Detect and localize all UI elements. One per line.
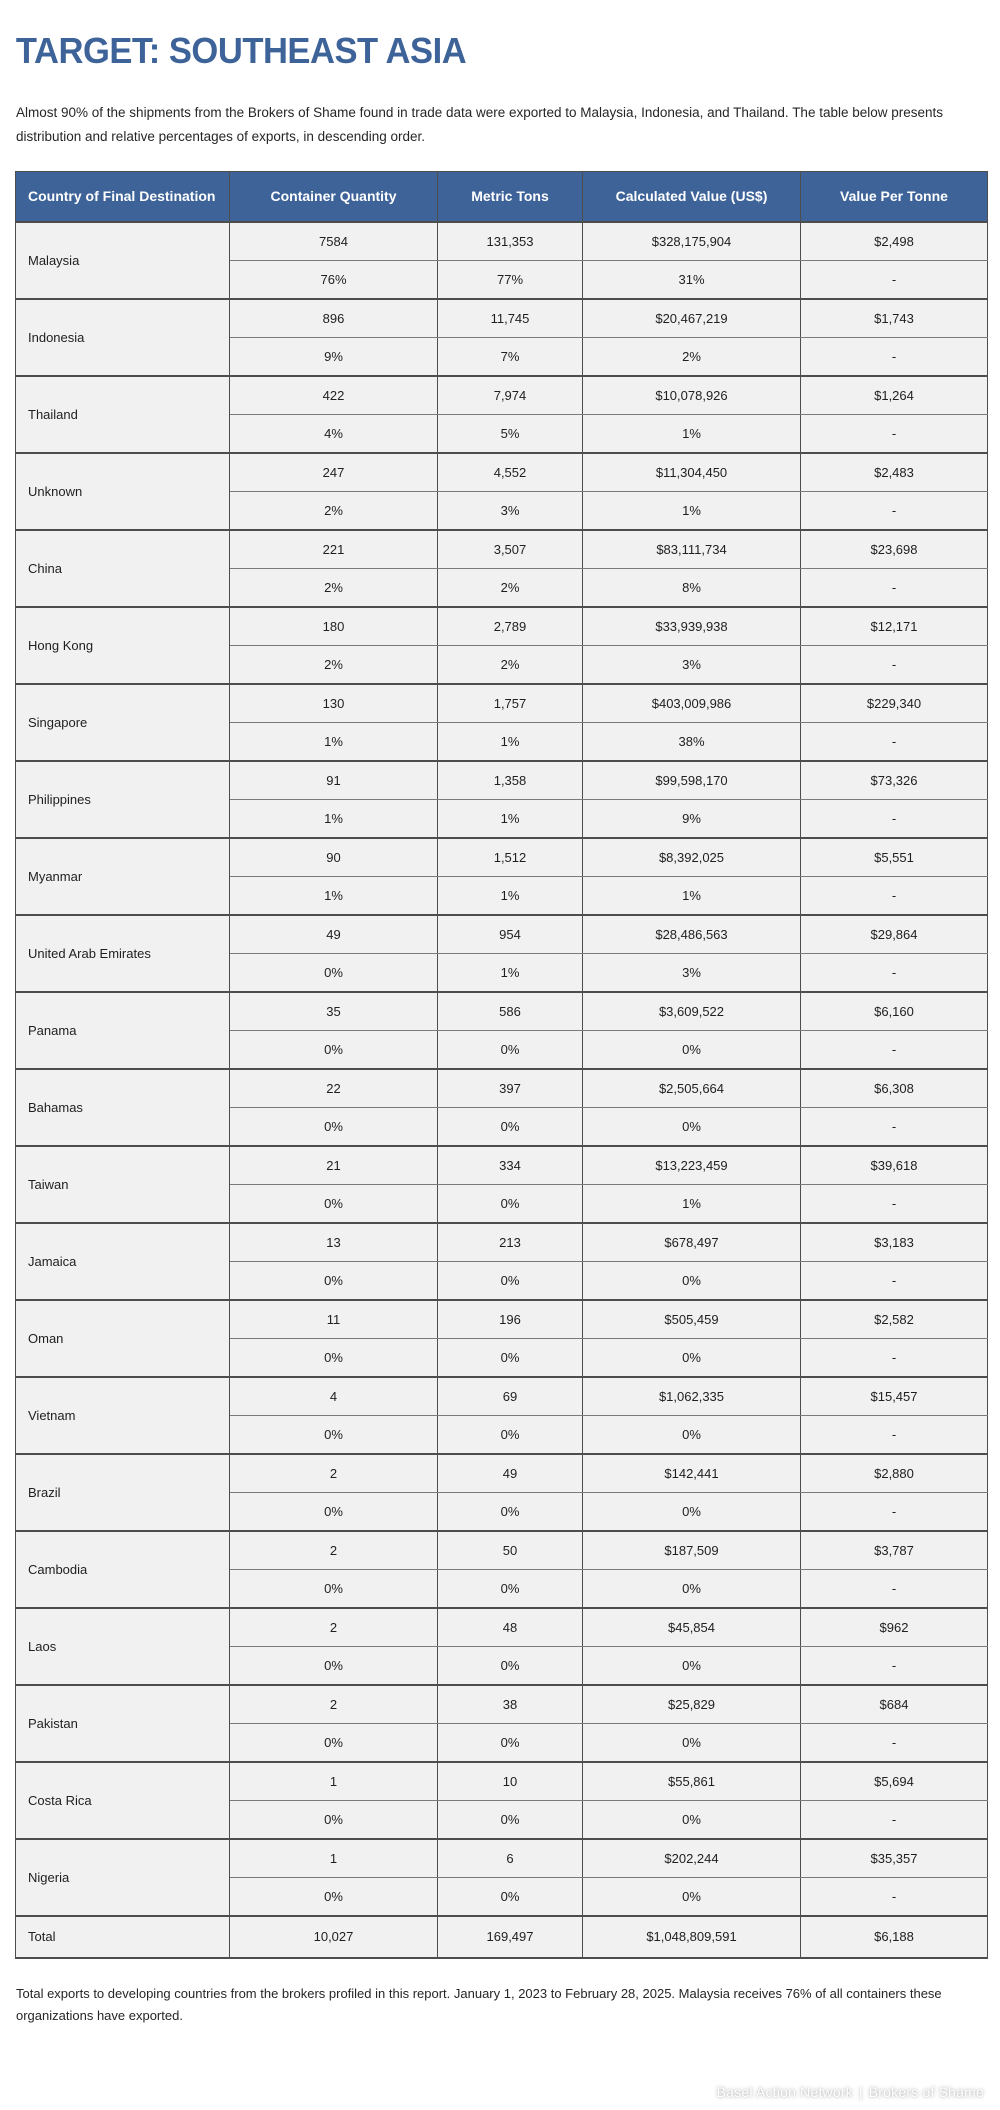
footnote: Total exports to developing countries from the brokers profiled in this report. January 1, 2023 to February 28, 2025. Malaysia receives 76% of all containers these organizations have exported. bbox=[16, 1985, 942, 2024]
table-row bbox=[16, 1146, 988, 1185]
cell-percent-container-quantity: 0% bbox=[230, 1107, 438, 1146]
cell-percent-value-per-tonne: - bbox=[801, 722, 988, 761]
cell-country: Costa Rica bbox=[16, 1762, 230, 1839]
table-row bbox=[16, 684, 988, 723]
cell-country: Laos bbox=[16, 1608, 230, 1685]
cell-percent-calculated-value: 31% bbox=[583, 260, 801, 299]
cell-percent-container-quantity: 4% bbox=[230, 414, 438, 453]
cell-total-container-quantity: 10,027 bbox=[230, 1916, 438, 1958]
cell-percent-calculated-value: 38% bbox=[583, 722, 801, 761]
cell-calculated-value: $3,609,522 bbox=[583, 992, 801, 1031]
cell-container-quantity: 896 bbox=[230, 299, 438, 338]
cell-percent-container-quantity: 0% bbox=[230, 1800, 438, 1839]
table-row bbox=[16, 222, 988, 261]
cell-percent-calculated-value: 0% bbox=[583, 1800, 801, 1839]
table-row bbox=[16, 299, 988, 338]
table-row bbox=[16, 1531, 988, 1570]
cell-total-metric-tons: 169,497 bbox=[438, 1916, 583, 1958]
cell-percent-container-quantity: 0% bbox=[230, 953, 438, 992]
cell-metric-tons: 131,353 bbox=[438, 222, 583, 261]
table-row bbox=[16, 453, 988, 492]
cell-percent-metric-tons: 0% bbox=[438, 1569, 583, 1608]
cell-calculated-value: $505,459 bbox=[583, 1300, 801, 1339]
cell-percent-container-quantity: 0% bbox=[230, 1030, 438, 1069]
cell-calculated-value: $45,854 bbox=[583, 1608, 801, 1647]
watermark bbox=[717, 2084, 984, 2100]
cell-percent-calculated-value: 0% bbox=[583, 1877, 801, 1916]
intro-paragraph: Almost 90% of the shipments from the Brokers of Shame found in trade data were exported to Malaysia, Indonesia, and Thailand. The table below presents distribution and relative percentages of exports, in descending order. bbox=[16, 105, 944, 145]
cell-percent-container-quantity: 0% bbox=[230, 1261, 438, 1300]
cell-calculated-value: $33,939,938 bbox=[583, 607, 801, 646]
column-header-country: Country of Final Destination bbox=[16, 171, 230, 222]
cell-country: Panama bbox=[16, 992, 230, 1069]
cell-metric-tons: 196 bbox=[438, 1300, 583, 1339]
cell-calculated-value: $99,598,170 bbox=[583, 761, 801, 800]
cell-container-quantity: 13 bbox=[230, 1223, 438, 1262]
table-row bbox=[16, 376, 988, 415]
cell-percent-value-per-tonne: - bbox=[801, 1338, 988, 1377]
cell-metric-tons: 954 bbox=[438, 915, 583, 954]
cell-percent-value-per-tonne: - bbox=[801, 799, 988, 838]
cell-value-per-tonne: $23,698 bbox=[801, 530, 988, 569]
cell-percent-container-quantity: 2% bbox=[230, 645, 438, 684]
cell-percent-container-quantity: 76% bbox=[230, 260, 438, 299]
cell-percent-calculated-value: 0% bbox=[583, 1723, 801, 1762]
cell-value-per-tonne: $15,457 bbox=[801, 1377, 988, 1416]
cell-container-quantity: 35 bbox=[230, 992, 438, 1031]
cell-value-per-tonne: $6,308 bbox=[801, 1069, 988, 1108]
column-header-container-quantity: Container Quantity bbox=[230, 171, 438, 222]
cell-percent-container-quantity: 0% bbox=[230, 1415, 438, 1454]
cell-percent-calculated-value: 0% bbox=[583, 1261, 801, 1300]
column-header-calculated-value: Calculated Value (US$) bbox=[583, 171, 801, 222]
cell-percent-value-per-tonne: - bbox=[801, 1723, 988, 1762]
cell-calculated-value: $13,223,459 bbox=[583, 1146, 801, 1185]
cell-percent-value-per-tonne: - bbox=[801, 1646, 988, 1685]
table-row bbox=[16, 607, 988, 646]
cell-country: Thailand bbox=[16, 376, 230, 453]
page-title: TARGET: SOUTHEAST ASIA bbox=[15, 30, 467, 71]
cell-metric-tons: 49 bbox=[438, 1454, 583, 1493]
exports-table bbox=[15, 171, 988, 1959]
cell-percent-value-per-tonne: - bbox=[801, 1877, 988, 1916]
cell-country: Myanmar bbox=[16, 838, 230, 915]
cell-calculated-value: $678,497 bbox=[583, 1223, 801, 1262]
cell-metric-tons: 397 bbox=[438, 1069, 583, 1108]
cell-percent-calculated-value: 3% bbox=[583, 953, 801, 992]
cell-container-quantity: 90 bbox=[230, 838, 438, 877]
cell-total-value-per-tonne: $6,188 bbox=[801, 1916, 988, 1958]
table-header bbox=[16, 171, 988, 222]
cell-calculated-value: $20,467,219 bbox=[583, 299, 801, 338]
cell-metric-tons: 2,789 bbox=[438, 607, 583, 646]
cell-calculated-value: $403,009,986 bbox=[583, 684, 801, 723]
cell-country: Hong Kong bbox=[16, 607, 230, 684]
cell-calculated-value: $55,861 bbox=[583, 1762, 801, 1801]
cell-percent-metric-tons: 1% bbox=[438, 953, 583, 992]
cell-metric-tons: 213 bbox=[438, 1223, 583, 1262]
cell-country: Malaysia bbox=[16, 222, 230, 299]
cell-container-quantity: 247 bbox=[230, 453, 438, 492]
cell-percent-container-quantity: 2% bbox=[230, 491, 438, 530]
watermark-left: Basel Action Network bbox=[716, 2084, 853, 2100]
table-total-row bbox=[16, 1916, 988, 1958]
table-row bbox=[16, 761, 988, 800]
cell-percent-calculated-value: 0% bbox=[583, 1030, 801, 1069]
cell-percent-metric-tons: 0% bbox=[438, 1107, 583, 1146]
cell-percent-metric-tons: 0% bbox=[438, 1261, 583, 1300]
cell-percent-container-quantity: 0% bbox=[230, 1492, 438, 1531]
cell-percent-metric-tons: 0% bbox=[438, 1338, 583, 1377]
cell-country: Taiwan bbox=[16, 1146, 230, 1223]
cell-percent-metric-tons: 2% bbox=[438, 568, 583, 607]
cell-percent-value-per-tonne: - bbox=[801, 568, 988, 607]
cell-country: China bbox=[16, 530, 230, 607]
table-row bbox=[16, 992, 988, 1031]
cell-country: Philippines bbox=[16, 761, 230, 838]
cell-container-quantity: 11 bbox=[230, 1300, 438, 1339]
cell-percent-value-per-tonne: - bbox=[801, 414, 988, 453]
cell-value-per-tonne: $1,264 bbox=[801, 376, 988, 415]
cell-country: Cambodia bbox=[16, 1531, 230, 1608]
cell-metric-tons: 3,507 bbox=[438, 530, 583, 569]
cell-calculated-value: $1,062,335 bbox=[583, 1377, 801, 1416]
cell-value-per-tonne: $2,498 bbox=[801, 222, 988, 261]
cell-container-quantity: 2 bbox=[230, 1531, 438, 1570]
cell-value-per-tonne: $962 bbox=[801, 1608, 988, 1647]
column-header-metric-tons: Metric Tons bbox=[438, 171, 583, 222]
cell-calculated-value: $187,509 bbox=[583, 1531, 801, 1570]
cell-percent-container-quantity: 1% bbox=[230, 876, 438, 915]
cell-percent-metric-tons: 0% bbox=[438, 1184, 583, 1223]
cell-percent-metric-tons: 0% bbox=[438, 1646, 583, 1685]
cell-percent-value-per-tonne: - bbox=[801, 1569, 988, 1608]
cell-percent-metric-tons: 77% bbox=[438, 260, 583, 299]
cell-percent-metric-tons: 7% bbox=[438, 337, 583, 376]
cell-percent-metric-tons: 1% bbox=[438, 799, 583, 838]
cell-percent-calculated-value: 1% bbox=[583, 1184, 801, 1223]
cell-percent-value-per-tonne: - bbox=[801, 1415, 988, 1454]
cell-metric-tons: 48 bbox=[438, 1608, 583, 1647]
cell-total-label: Total bbox=[16, 1916, 230, 1958]
cell-value-per-tonne: $1,743 bbox=[801, 299, 988, 338]
cell-metric-tons: 334 bbox=[438, 1146, 583, 1185]
cell-calculated-value: $25,829 bbox=[583, 1685, 801, 1724]
cell-percent-value-per-tonne: - bbox=[801, 1261, 988, 1300]
cell-percent-metric-tons: 0% bbox=[438, 1492, 583, 1531]
cell-percent-calculated-value: 1% bbox=[583, 414, 801, 453]
cell-percent-container-quantity: 1% bbox=[230, 799, 438, 838]
cell-value-per-tonne: $3,787 bbox=[801, 1531, 988, 1570]
cell-country: United Arab Emirates bbox=[16, 915, 230, 992]
cell-percent-metric-tons: 0% bbox=[438, 1800, 583, 1839]
cell-container-quantity: 49 bbox=[230, 915, 438, 954]
cell-percent-calculated-value: 1% bbox=[583, 491, 801, 530]
cell-percent-container-quantity: 0% bbox=[230, 1723, 438, 1762]
cell-container-quantity: 4 bbox=[230, 1377, 438, 1416]
cell-calculated-value: $10,078,926 bbox=[583, 376, 801, 415]
cell-calculated-value: $202,244 bbox=[583, 1839, 801, 1878]
document-page bbox=[0, 30, 1000, 2110]
cell-percent-calculated-value: 2% bbox=[583, 337, 801, 376]
cell-value-per-tonne: $12,171 bbox=[801, 607, 988, 646]
cell-value-per-tonne: $39,618 bbox=[801, 1146, 988, 1185]
cell-country: Indonesia bbox=[16, 299, 230, 376]
cell-container-quantity: 2 bbox=[230, 1685, 438, 1724]
cell-percent-value-per-tonne: - bbox=[801, 1107, 988, 1146]
cell-metric-tons: 4,552 bbox=[438, 453, 583, 492]
cell-percent-calculated-value: 8% bbox=[583, 568, 801, 607]
cell-country: Brazil bbox=[16, 1454, 230, 1531]
cell-metric-tons: 38 bbox=[438, 1685, 583, 1724]
cell-metric-tons: 1,358 bbox=[438, 761, 583, 800]
cell-metric-tons: 10 bbox=[438, 1762, 583, 1801]
cell-country: Nigeria bbox=[16, 1839, 230, 1916]
cell-percent-value-per-tonne: - bbox=[801, 337, 988, 376]
cell-percent-container-quantity: 0% bbox=[230, 1184, 438, 1223]
cell-value-per-tonne: $5,694 bbox=[801, 1762, 988, 1801]
cell-container-quantity: 2 bbox=[230, 1454, 438, 1493]
cell-container-quantity: 130 bbox=[230, 684, 438, 723]
cell-value-per-tonne: $29,864 bbox=[801, 915, 988, 954]
cell-container-quantity: 422 bbox=[230, 376, 438, 415]
cell-metric-tons: 11,745 bbox=[438, 299, 583, 338]
cell-percent-calculated-value: 0% bbox=[583, 1646, 801, 1685]
cell-percent-metric-tons: 0% bbox=[438, 1030, 583, 1069]
table-row bbox=[16, 1454, 988, 1493]
cell-calculated-value: $28,486,563 bbox=[583, 915, 801, 954]
cell-percent-value-per-tonne: - bbox=[801, 645, 988, 684]
table-row bbox=[16, 1069, 988, 1108]
cell-value-per-tonne: $2,582 bbox=[801, 1300, 988, 1339]
table-row bbox=[16, 530, 988, 569]
cell-percent-metric-tons: 0% bbox=[438, 1877, 583, 1916]
cell-percent-calculated-value: 0% bbox=[583, 1415, 801, 1454]
cell-calculated-value: $2,505,664 bbox=[583, 1069, 801, 1108]
cell-percent-metric-tons: 2% bbox=[438, 645, 583, 684]
cell-percent-metric-tons: 1% bbox=[438, 722, 583, 761]
cell-metric-tons: 50 bbox=[438, 1531, 583, 1570]
cell-value-per-tonne: $684 bbox=[801, 1685, 988, 1724]
cell-metric-tons: 1,757 bbox=[438, 684, 583, 723]
cell-container-quantity: 1 bbox=[230, 1762, 438, 1801]
table-row bbox=[16, 1608, 988, 1647]
cell-container-quantity: 91 bbox=[230, 761, 438, 800]
cell-calculated-value: $83,111,734 bbox=[583, 530, 801, 569]
cell-metric-tons: 7,974 bbox=[438, 376, 583, 415]
table-row bbox=[16, 1762, 988, 1801]
cell-percent-container-quantity: 0% bbox=[230, 1569, 438, 1608]
cell-country: Vietnam bbox=[16, 1377, 230, 1454]
cell-total-calculated-value: $1,048,809,591 bbox=[583, 1916, 801, 1958]
table-row bbox=[16, 838, 988, 877]
cell-percent-metric-tons: 0% bbox=[438, 1415, 583, 1454]
cell-country: Unknown bbox=[16, 453, 230, 530]
cell-percent-container-quantity: 1% bbox=[230, 722, 438, 761]
cell-metric-tons: 69 bbox=[438, 1377, 583, 1416]
table-row bbox=[16, 1685, 988, 1724]
cell-percent-calculated-value: 0% bbox=[583, 1492, 801, 1531]
cell-percent-container-quantity: 0% bbox=[230, 1877, 438, 1916]
watermark-right: Brokers of Shame bbox=[868, 2084, 984, 2100]
cell-container-quantity: 7584 bbox=[230, 222, 438, 261]
cell-container-quantity: 21 bbox=[230, 1146, 438, 1185]
table-body bbox=[16, 222, 988, 1958]
cell-percent-calculated-value: 0% bbox=[583, 1338, 801, 1377]
watermark-separator: | bbox=[858, 2084, 863, 2100]
cell-country: Pakistan bbox=[16, 1685, 230, 1762]
cell-percent-container-quantity: 9% bbox=[230, 337, 438, 376]
cell-container-quantity: 180 bbox=[230, 607, 438, 646]
cell-value-per-tonne: $5,551 bbox=[801, 838, 988, 877]
cell-country: Bahamas bbox=[16, 1069, 230, 1146]
cell-country: Singapore bbox=[16, 684, 230, 761]
table-header-row bbox=[16, 171, 988, 222]
cell-value-per-tonne: $6,160 bbox=[801, 992, 988, 1031]
table-row bbox=[16, 1223, 988, 1262]
cell-calculated-value: $8,392,025 bbox=[583, 838, 801, 877]
table-row bbox=[16, 915, 988, 954]
column-header-value-per-tonne: Value Per Tonne bbox=[801, 171, 988, 222]
cell-container-quantity: 1 bbox=[230, 1839, 438, 1878]
cell-percent-calculated-value: 0% bbox=[583, 1569, 801, 1608]
cell-percent-value-per-tonne: - bbox=[801, 876, 988, 915]
cell-percent-calculated-value: 0% bbox=[583, 1107, 801, 1146]
cell-percent-metric-tons: 5% bbox=[438, 414, 583, 453]
cell-percent-calculated-value: 9% bbox=[583, 799, 801, 838]
cell-percent-value-per-tonne: - bbox=[801, 953, 988, 992]
table-row bbox=[16, 1300, 988, 1339]
cell-percent-value-per-tonne: - bbox=[801, 1492, 988, 1531]
cell-percent-value-per-tonne: - bbox=[801, 1800, 988, 1839]
cell-calculated-value: $11,304,450 bbox=[583, 453, 801, 492]
cell-calculated-value: $142,441 bbox=[583, 1454, 801, 1493]
cell-percent-calculated-value: 1% bbox=[583, 876, 801, 915]
cell-percent-container-quantity: 2% bbox=[230, 568, 438, 607]
cell-container-quantity: 22 bbox=[230, 1069, 438, 1108]
cell-percent-value-per-tonne: - bbox=[801, 260, 988, 299]
table-row bbox=[16, 1839, 988, 1878]
cell-percent-metric-tons: 3% bbox=[438, 491, 583, 530]
cell-metric-tons: 1,512 bbox=[438, 838, 583, 877]
cell-value-per-tonne: $3,183 bbox=[801, 1223, 988, 1262]
cell-container-quantity: 221 bbox=[230, 530, 438, 569]
cell-value-per-tonne: $73,326 bbox=[801, 761, 988, 800]
cell-value-per-tonne: $35,357 bbox=[801, 1839, 988, 1878]
cell-percent-value-per-tonne: - bbox=[801, 491, 988, 530]
cell-percent-calculated-value: 3% bbox=[583, 645, 801, 684]
cell-percent-metric-tons: 0% bbox=[438, 1723, 583, 1762]
cell-value-per-tonne: $2,483 bbox=[801, 453, 988, 492]
cell-container-quantity: 2 bbox=[230, 1608, 438, 1647]
cell-percent-container-quantity: 0% bbox=[230, 1646, 438, 1685]
cell-value-per-tonne: $229,340 bbox=[801, 684, 988, 723]
cell-value-per-tonne: $2,880 bbox=[801, 1454, 988, 1493]
cell-percent-value-per-tonne: - bbox=[801, 1184, 988, 1223]
cell-percent-value-per-tonne: - bbox=[801, 1030, 988, 1069]
cell-percent-container-quantity: 0% bbox=[230, 1338, 438, 1377]
cell-country: Oman bbox=[16, 1300, 230, 1377]
cell-metric-tons: 586 bbox=[438, 992, 583, 1031]
cell-calculated-value: $328,175,904 bbox=[583, 222, 801, 261]
cell-country: Jamaica bbox=[16, 1223, 230, 1300]
table-row bbox=[16, 1377, 988, 1416]
cell-metric-tons: 6 bbox=[438, 1839, 583, 1878]
cell-percent-metric-tons: 1% bbox=[438, 876, 583, 915]
